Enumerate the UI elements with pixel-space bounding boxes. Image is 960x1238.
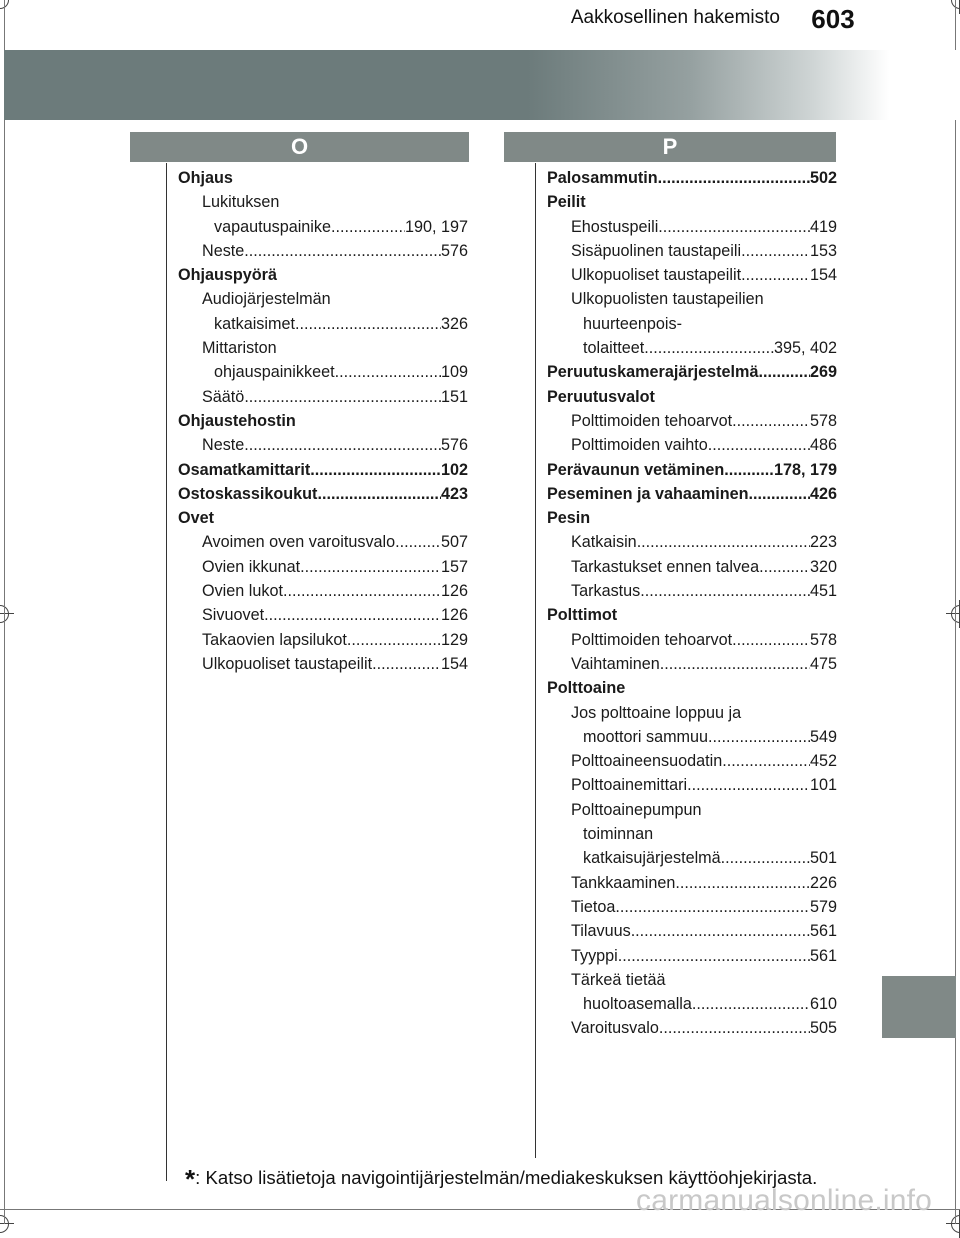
index-entry-page: 502	[809, 169, 837, 187]
dot-leader	[687, 773, 810, 797]
index-entry-page: 610	[809, 995, 837, 1014]
index-entry	[547, 360, 837, 384]
index-entry	[178, 336, 468, 360]
index-entry-page: 157	[440, 557, 468, 576]
index-entry-page: 109	[440, 363, 468, 382]
index-entry-term: Ehostuspeili	[571, 217, 659, 236]
index-entry-page: 326	[440, 314, 468, 333]
index-entry-page: 223	[809, 533, 837, 552]
index-entry-page: 486	[809, 436, 837, 455]
index-entry	[178, 506, 468, 530]
index-entry-term: Perävaunun vetäminen	[547, 460, 725, 479]
index-entry-term: Tilavuus	[571, 922, 631, 941]
index-entry-term: Polttimoiden tehoarvot	[571, 411, 733, 430]
index-entry-term: Polttoaine	[547, 679, 626, 698]
index-entry	[547, 530, 837, 554]
index-entry	[178, 166, 468, 190]
index-entry-page: 561	[809, 922, 837, 941]
dot-leader	[722, 749, 810, 773]
index-entry-page: 426	[809, 484, 837, 503]
dot-leader	[244, 385, 441, 409]
index-entry-page: 101	[809, 776, 837, 795]
index-column-p	[547, 166, 837, 1041]
index-entry	[178, 263, 468, 287]
index-entry-term: katkaisujärjestelmä	[583, 849, 721, 868]
index-entry-term: Jos polttoaine loppuu ja	[571, 703, 742, 722]
index-column-o	[178, 166, 468, 676]
index-entry-page: 126	[440, 582, 468, 601]
index-entry-page: 102	[440, 460, 468, 479]
index-entry	[547, 579, 837, 603]
index-entry	[547, 725, 837, 749]
dot-leader	[244, 239, 441, 263]
dot-leader	[692, 992, 810, 1016]
dot-leader	[675, 871, 810, 895]
dot-leader	[631, 919, 810, 943]
index-entry	[178, 409, 468, 433]
index-entry-term: Varoitusvalo	[571, 1019, 659, 1038]
dot-leader	[317, 482, 441, 506]
index-entry-page: 226	[809, 873, 837, 892]
index-entry-page: 129	[440, 630, 468, 649]
index-entry	[547, 385, 837, 409]
dot-leader	[658, 166, 810, 190]
crop-mark-bottom-left	[0, 1210, 14, 1238]
index-entry	[547, 773, 837, 797]
crop-mark-top-right	[946, 0, 960, 14]
footnote-asterisk: *	[185, 1164, 196, 1194]
section-title: Aakkosellinen hakemisto	[570, 7, 780, 28]
index-entry-page: 579	[809, 897, 837, 916]
dot-leader	[644, 336, 774, 360]
index-entry	[178, 530, 468, 554]
dot-leader	[741, 239, 810, 263]
index-entry-page: 178, 179	[773, 460, 837, 479]
index-entry	[178, 458, 468, 482]
index-entry-page: 578	[809, 411, 837, 430]
dot-leader	[335, 360, 441, 384]
index-entry-page: 154	[809, 266, 837, 285]
index-entry	[547, 603, 837, 627]
dot-leader	[721, 846, 810, 870]
index-entry	[547, 944, 837, 968]
index-entry	[547, 506, 837, 530]
index-entry-term: katkaisimet	[214, 314, 295, 333]
index-entry	[547, 822, 837, 846]
index-entry-page: 576	[440, 241, 468, 260]
dot-leader	[658, 215, 810, 239]
index-entry-term: ohjauspainikkeet	[214, 363, 335, 382]
index-entry-term: Peruutusvalot	[547, 387, 655, 406]
index-entry	[547, 239, 837, 263]
column-divider-middle	[535, 163, 536, 1158]
index-entry	[547, 263, 837, 287]
index-entry-term: Säätö	[202, 387, 245, 406]
index-entry	[547, 409, 837, 433]
index-entry-page: 153	[809, 241, 837, 260]
dot-leader	[708, 433, 810, 457]
index-entry-term: Ulkopuoliset taustapeilit	[202, 654, 373, 673]
index-entry-page: 578	[809, 630, 837, 649]
index-entry-term: Ulkopuolisten taustapeilien	[571, 290, 764, 309]
column-divider-left	[166, 163, 167, 1181]
index-entry-page: 190, 197	[404, 217, 468, 236]
index-entry-term: Palosammutin	[547, 169, 658, 187]
index-entry-term: Polttimoiden tehoarvot	[571, 630, 733, 649]
dot-leader	[264, 603, 441, 627]
index-entry-term: moottori sammuu	[583, 727, 709, 746]
index-entry	[178, 215, 468, 239]
index-entry-term: Ohjaus	[178, 169, 233, 187]
index-entry	[547, 433, 837, 457]
index-entry	[547, 968, 837, 992]
index-entry-page: 507	[440, 533, 468, 552]
index-entry	[547, 482, 837, 506]
index-entry-term: Neste	[202, 241, 245, 260]
index-entry-page: 501	[809, 849, 837, 868]
header-banner	[4, 50, 956, 120]
index-entry	[178, 312, 468, 336]
index-entry	[178, 579, 468, 603]
dot-leader	[732, 409, 810, 433]
index-entry-term: Neste	[202, 436, 245, 455]
index-entry	[178, 287, 468, 311]
dot-leader	[283, 579, 441, 603]
crop-mark-top-left	[0, 0, 14, 14]
index-entry-term: Lukituksen	[202, 193, 280, 212]
dot-leader	[637, 530, 810, 554]
index-entry-term: Peruutuskamerajärjestelmä	[547, 363, 759, 382]
index-entry-term: Ovien ikkunat	[202, 557, 301, 576]
index-entry	[547, 992, 837, 1016]
dot-leader	[732, 628, 810, 652]
dot-leader	[244, 433, 441, 457]
index-entry	[547, 919, 837, 943]
index-entry	[547, 871, 837, 895]
index-entry-term: Avoimen oven varoitusvalo	[202, 533, 396, 552]
index-entry	[547, 846, 837, 870]
index-entry-page: 561	[809, 946, 837, 965]
index-entry-term: Ohjaustehostin	[178, 411, 296, 430]
dot-leader	[618, 944, 810, 968]
index-entry-term: Ovet	[178, 509, 214, 528]
index-entry	[547, 312, 837, 336]
index-entry-term: Audiojärjestelmän	[202, 290, 331, 309]
index-entry-term: Ostoskassikoukut	[178, 484, 318, 503]
footnote-text: : Katso lisätietoja navigointijärjestelmän/mediakeskuksen käyttöohjekirjasta.	[195, 1167, 818, 1188]
index-entry	[547, 676, 837, 700]
thumb-index-tab	[882, 976, 956, 1038]
index-entry	[178, 482, 468, 506]
index-entry-page: 151	[440, 387, 468, 406]
index-entry	[178, 603, 468, 627]
crop-mark-mid-left	[0, 600, 14, 628]
index-entry	[178, 239, 468, 263]
index-entry-page: 269	[809, 363, 837, 382]
index-entry-term: Polttoainepumpun	[571, 800, 702, 819]
index-entry	[547, 749, 837, 773]
index-entry-term: toiminnan	[583, 825, 654, 844]
index-entry-term: Ovien lukot	[202, 582, 283, 601]
index-entry	[547, 628, 837, 652]
letter-heading-o: O	[130, 132, 469, 162]
dot-leader	[331, 215, 405, 239]
dot-leader	[749, 482, 810, 506]
dot-leader	[300, 555, 441, 579]
index-entry-term: Peilit	[547, 193, 586, 212]
index-entry-term: Tietoa	[571, 897, 616, 916]
frame-line-left	[4, 0, 5, 1224]
dot-leader	[395, 530, 441, 554]
dot-leader	[372, 652, 441, 676]
index-entry-page: 549	[809, 727, 837, 746]
watermark: carmanualsonline.info	[636, 1184, 933, 1217]
index-entry-term: Tarkastukset ennen talvea	[571, 557, 760, 576]
dot-leader	[741, 263, 810, 287]
index-entry	[547, 190, 837, 214]
index-entry-term: Tärkeä tietää	[571, 970, 666, 989]
index-entry-page: 475	[809, 654, 837, 673]
index-entry-term: Tyyppi	[571, 946, 618, 965]
dot-leader	[310, 458, 441, 482]
index-entry-page: 395, 402	[773, 339, 837, 358]
crop-mark-mid-right	[946, 600, 960, 628]
index-entry-page: 505	[809, 1019, 837, 1038]
index-entry	[547, 336, 837, 360]
index-entry-page: 451	[809, 582, 837, 601]
index-entry-term: Peseminen ja vahaaminen	[547, 484, 749, 503]
dot-leader	[660, 652, 810, 676]
frame-line-right	[955, 0, 956, 1224]
index-entry-page: 154	[440, 654, 468, 673]
index-entry	[547, 287, 837, 311]
index-entry	[178, 190, 468, 214]
index-entry-term: Polttimot	[547, 606, 618, 625]
dot-leader	[295, 312, 441, 336]
index-entry-term: Mittariston	[202, 339, 277, 358]
index-entry-page: 419	[809, 217, 837, 236]
dot-leader	[659, 1016, 810, 1040]
dot-leader	[640, 579, 810, 603]
dot-leader	[615, 895, 810, 919]
index-entry-term: Polttoainemittari	[571, 776, 688, 795]
index-entry	[547, 798, 837, 822]
index-entry	[547, 555, 837, 579]
index-entry	[547, 215, 837, 239]
index-entry-term: huurteenpois-	[583, 314, 682, 333]
index-entry-term: Polttimoiden vaihto	[571, 436, 708, 455]
crop-mark-bottom-right	[946, 1210, 960, 1238]
index-entry-term: Ohjauspyörä	[178, 266, 277, 285]
index-entry-page: 126	[440, 606, 468, 625]
index-entry-term: Tankkaaminen	[571, 873, 676, 892]
index-entry-term: Tarkastus	[571, 582, 641, 601]
index-entry-term: Katkaisin	[571, 533, 637, 552]
index-entry-page: 320	[809, 557, 837, 576]
index-entry	[547, 458, 837, 482]
index-entry	[547, 895, 837, 919]
index-entry-term: Sisäpuolinen taustapeili	[571, 241, 742, 260]
page-number: 603	[790, 2, 876, 36]
dot-leader	[758, 360, 810, 384]
index-entry	[178, 628, 468, 652]
dot-leader	[724, 458, 774, 482]
index-entry-term: Pesin	[547, 509, 591, 528]
index-entry-page: 423	[440, 484, 468, 503]
index-entry-page: 452	[809, 752, 837, 771]
letter-heading-p: P	[504, 132, 836, 162]
index-entry-term: Sivuovet	[202, 606, 265, 625]
index-entry-page: 576	[440, 436, 468, 455]
index-entry	[178, 555, 468, 579]
index-entry	[547, 652, 837, 676]
index-entry	[178, 385, 468, 409]
index-entry	[178, 360, 468, 384]
index-entry-term: Vaihtaminen	[571, 654, 660, 673]
dot-leader	[759, 555, 810, 579]
index-entry-term: tolaitteet	[583, 339, 645, 358]
index-entry-term: Takaovien lapsilukot	[202, 630, 347, 649]
index-entry	[547, 701, 837, 725]
index-entry-term: Ulkopuoliset taustapeilit	[571, 266, 742, 285]
dot-leader	[708, 725, 810, 749]
index-entry	[178, 433, 468, 457]
index-entry	[547, 166, 837, 190]
dot-leader	[347, 628, 441, 652]
index-entry	[178, 652, 468, 676]
index-entry-term: Polttoaineensuodatin	[571, 752, 723, 771]
index-entry	[547, 1016, 837, 1040]
index-entry-term: huoltoasemalla	[583, 995, 692, 1014]
index-entry-term: Osamatkamittarit	[178, 460, 311, 479]
index-entry-term: vapautuspainike	[214, 217, 331, 236]
